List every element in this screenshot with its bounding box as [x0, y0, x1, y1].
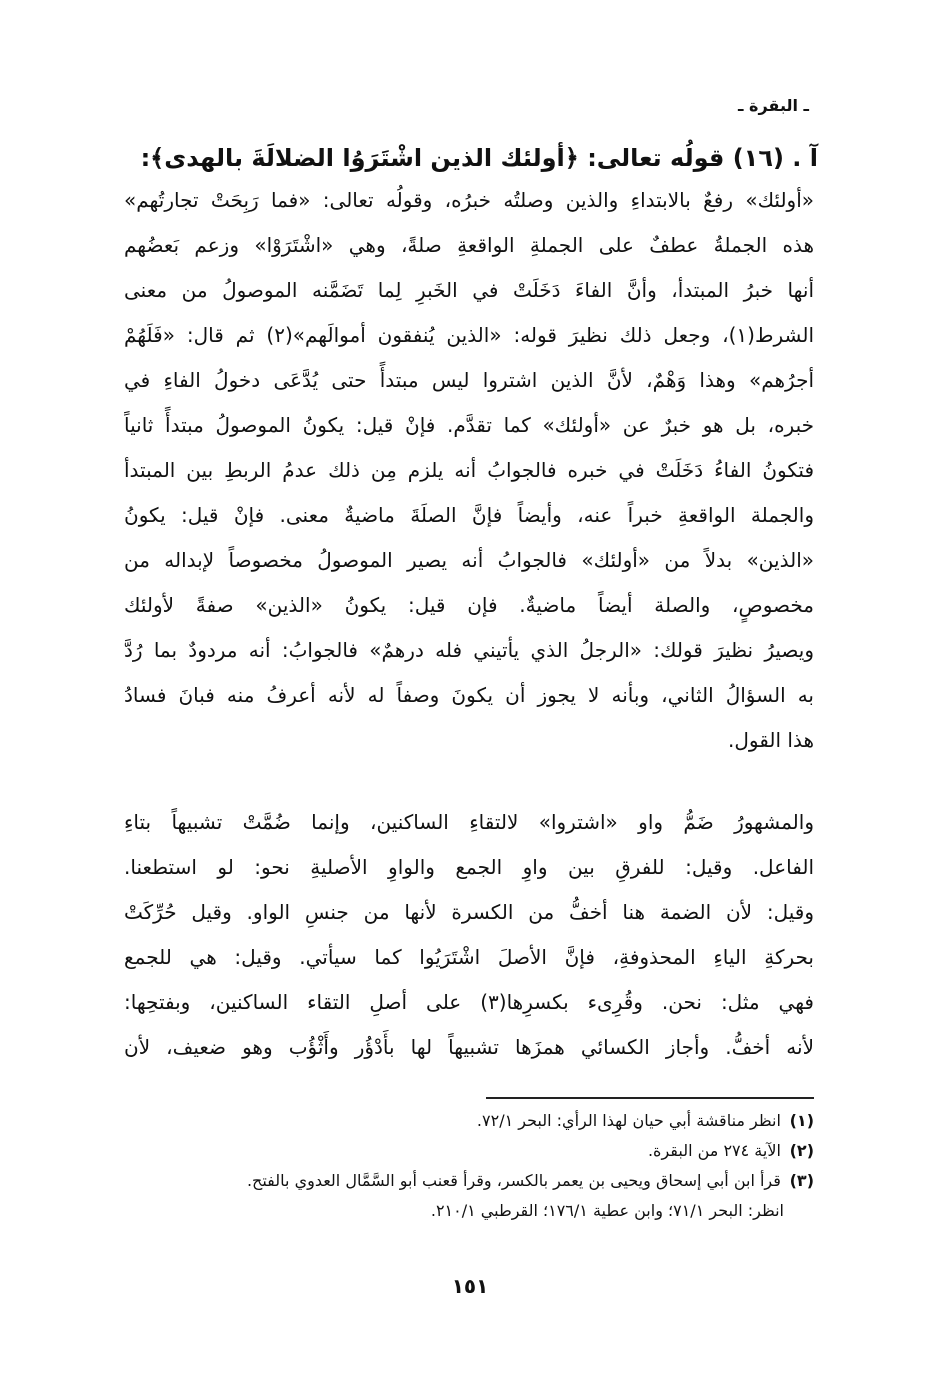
text-line: هذا القول. — [728, 728, 814, 752]
text-line: هذه الجملةُ عطفٌ على الجملةِ الواقعةِ صلةً، وهي «اشْتَرَوْا» وزعم بَعضُهم — [124, 233, 814, 257]
footnote-2 — [124, 1136, 814, 1166]
text-line: أجرُهم» وهذا وَهْمٌ، لأنَّ الذين اشتروا ليس مبتدأً حتى يُدَّعَى دخولُ الفاءِ في — [124, 368, 814, 392]
text-line: والجملة الواقعةِ خبراً عنه، وأيضاً فإنَّ الصلَةَ ماضيةٌ معنى. فإنْ قيل: يكونُ — [124, 503, 814, 527]
text-line: «أولئك» رفعٌ بالابتداءِ والذين وصلتُه خبرُه، وقولُه تعالى: «فما رَبِحَتْ تجارتُهم» — [124, 188, 814, 212]
text-line: فهي مثل: نحن. وقُرِىء بكسرِها(٣) على أصلِ التقاء الساكنين، وبفتحِها: — [124, 990, 814, 1014]
text-line: «الذين» بدلاً من «أولئك» فالجوابُ أنه يصير الموصولُ مخصوصاً لإبداله من — [124, 548, 814, 572]
footnote-number: (٢) — [789, 1141, 814, 1160]
text-line: والمشهورُ ضَمُّ واو «اشتروا» لالتقاءِ الساكنين، وإنما ضُمَّتْ تشبيهاً بتاءِ — [124, 810, 814, 834]
footnote-text: الآية ٢٧٤ من البقرة. — [647, 1141, 781, 1160]
text-line: فتكونُ الفاءُ دَخَلَتْ في خبره فالجوابُ أنه يلزم مِن ذلك عدمُ الربطِ بين المبتدأ — [124, 458, 814, 482]
footnote-1 — [124, 1106, 814, 1136]
text-line: الشرط(١)، وجعل ذلك نظيرَ قوله: «الذين يُنفقون أموالَهم»(٢) ثم قال: «فَلَهُمْ — [124, 323, 814, 347]
footnote-3 — [124, 1166, 814, 1196]
text-line: بحركةِ الياءِ المحذوفةِ، فإنَّ الأصلَ اشْتَرَيُوا كما سيأتي. وقيل: هي للجمع — [124, 945, 814, 969]
text-line: مخصوصٍ، والصلة أيضاً ماضيةٌ. فإن قيل: يكونُ «الذين» صفةً لأولئك — [124, 593, 814, 617]
footnote-text: انظر مناقشة أبي حيان لهذا الرأي: البحر ٧٢/١. — [476, 1111, 781, 1130]
paragraph-1 — [124, 178, 814, 763]
footnote-number: (١) — [789, 1111, 814, 1130]
page-number: ١٥١ — [451, 1274, 489, 1298]
verse-heading: آ . (١٦) قولُه تعالى: ﴿أولئك الذين اشْتَرَوُا الضلالَةَ بالهدى﴾: — [140, 144, 818, 172]
footnote-3-continuation: انظر: البحر ٧١/١؛ وابن عطية ١٧٦/١؛ القرطبي ٢١٠/١. — [430, 1201, 784, 1220]
text-line: به السؤالُ الثاني، وبأنه لا يجوز أن يكونَ وصفاً له لأنه أعرفُ منه فبانَ فسادُ — [124, 683, 814, 707]
text-line: الفاعل. وقيل: للفرقِ بين واوِ الجمع والواوِ الأصليةِ نحو: لو استطعنا. — [124, 855, 814, 879]
footnote-divider — [486, 1097, 814, 1099]
text-line: وقيل: لأن الضمة هنا أخفُّ من الكسرة لأنها من جنسِ الواو. وقيل حُرِّكَتْ — [124, 900, 814, 924]
text-line: لأنه أخفُّ. وأجاز الكسائي همزَها تشبيهاً لها بأَدْؤُر وأَثْؤُب وهو ضعيف، لأن — [124, 1035, 814, 1059]
text-line: أنها خبرُ المبتدأ، وأنَّ الفاءَ دَخَلَتْ في الخَبرِ لِما تَضَمَّنه الموصولُ من معنى — [124, 278, 814, 302]
paragraph-2 — [124, 800, 814, 1070]
text-line: خبره، بل هو خبرٌ عن «أولئك» كما تقدَّم. فإنْ قيل: يكونُ الموصولُ مبتدأً ثانياً — [124, 413, 814, 437]
running-header: ـ البقرة ـ — [737, 96, 809, 115]
text-line: ويصيرُ نظيرَ قولك: «الرجلُ الذي يأتيني فله درهمٌ» فالجوابُ: أنه مردودٌ بما رُدَّ — [124, 638, 814, 662]
footnote-text: قرأ ابن أبي إسحاق ويحيى بن يعمر بالكسر، وقرأ قعنب أبو السَّمَّال العدوي بالفتح. — [246, 1171, 781, 1190]
footnotes — [124, 1106, 814, 1226]
footnote-number: (٣) — [789, 1171, 814, 1190]
